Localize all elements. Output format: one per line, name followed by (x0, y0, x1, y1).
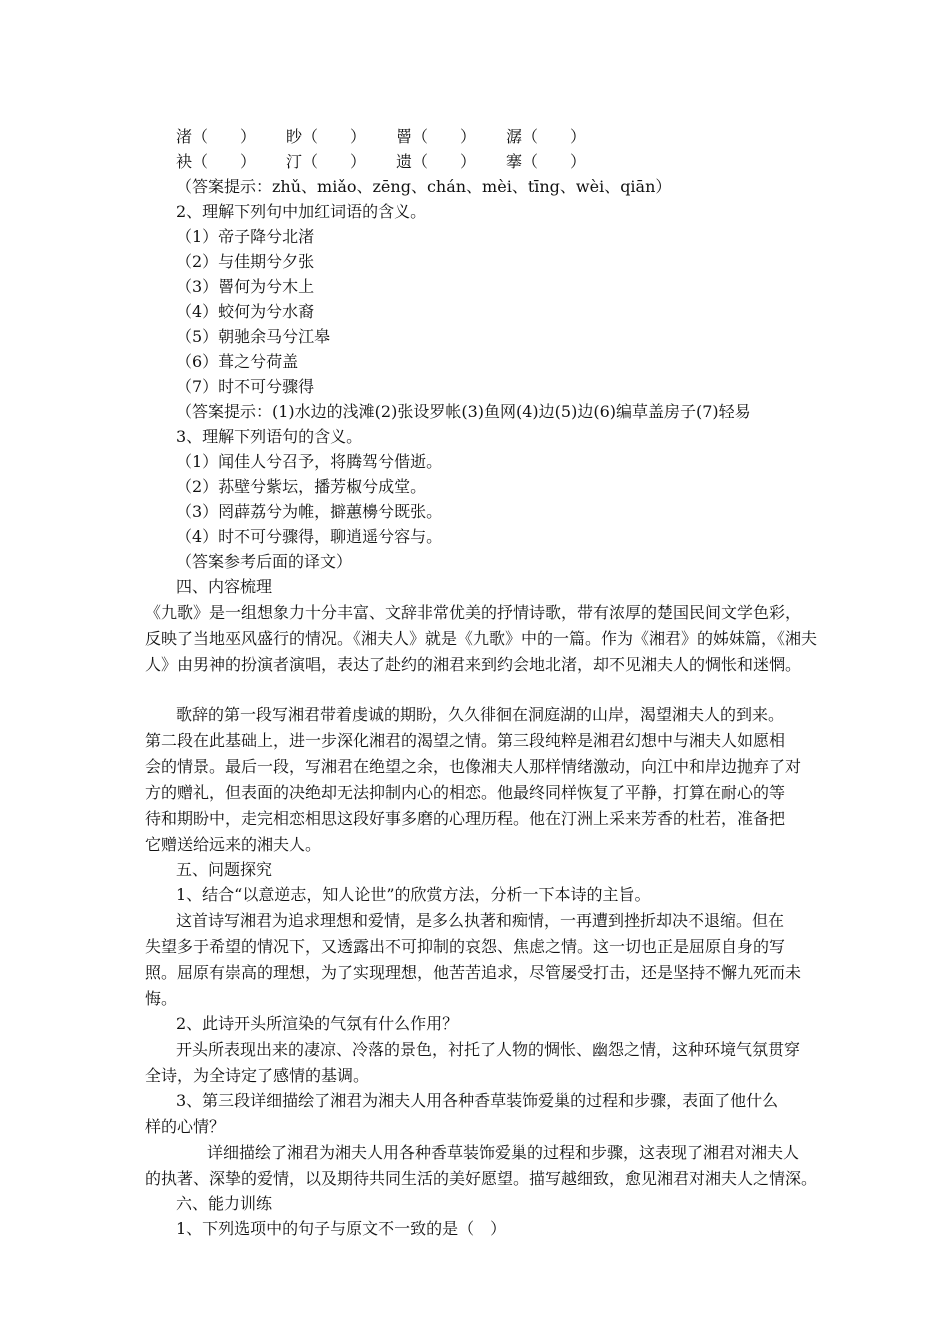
paragraph-line: 开头所表现出来的凄凉、冷落的景色，衬托了人物的惆怅、幽怨之情，这种环境气氛贯穿 (176, 1040, 801, 1059)
question-heading: 2、理解下列句中加红词语的含义。 (176, 202, 427, 221)
list-item: （1）帝子降兮北渚 (176, 227, 315, 246)
pinyin-item: 渚（ ） (176, 127, 257, 146)
pinyin-item: 搴（ ） (506, 152, 587, 171)
pinyin-item: 罾（ ） (396, 127, 477, 146)
pinyin-item: 袂（ ） (176, 152, 257, 171)
paragraph-line: 全诗，为全诗定了感情的基调。 (145, 1066, 370, 1085)
paragraph-line: 歌辞的第一段写湘君带着虔诚的期盼，久久徘徊在洞庭湖的山岸，渴望湘夫人的到来。 (176, 705, 785, 724)
list-item: （4）时不可兮骤得，聊逍遥兮容与。 (176, 527, 443, 546)
paragraph-line: 失望多于希望的情况下，又透露出不可抑制的哀怨、焦虑之情。这一切也正是屈原自身的写 (145, 937, 786, 956)
paragraph-line: 第二段在此基础上，进一步深化湘君的渴望之情。第三段纯粹是湘君幻想中与湘夫人如愿相 (145, 731, 786, 750)
paragraph-line: 照。屈原有崇高的理想，为了实现理想，他苦苦追求，尽管屡受打击，还是坚持不懈九死而未 (145, 963, 802, 982)
question-heading: 3、理解下列语句的含义。 (176, 427, 363, 446)
section-heading: 六、能力训练 (176, 1194, 273, 1213)
paragraph-line: 的执著、深挚的爱情，以及期待共同生活的美好愿望。描写越细致，愈见湘君对湘夫人之情深。 (145, 1169, 818, 1188)
answer-hint-pinyin: （答案提示：zhǔ、miǎo、zēng、chán、mèi、tīng、wèi、qiān） (176, 177, 672, 196)
pinyin-item: 汀（ ） (286, 152, 367, 171)
list-item: （6）葺之兮荷盖 (176, 352, 299, 371)
paragraph-line: 悔。 (145, 989, 178, 1008)
list-item: （4）蛟何为兮水裔 (176, 302, 315, 321)
paragraph-line: 人》由男神的扮演者演唱，表达了赴约的湘君来到约会地北渚，却不见湘夫人的惆怅和迷惘。 (145, 655, 802, 674)
list-item: （2）与佳期兮夕张 (176, 252, 315, 271)
paragraph-line: 待和期盼中，走完相恋相思这段好事多磨的心理历程。他在汀洲上采来芳香的杜若，准备把 (145, 809, 786, 828)
list-item: （3）罾何为兮木上 (176, 277, 315, 296)
question-heading: 2、此诗开头所渲染的气氛有什么作用？ (176, 1014, 459, 1033)
list-item: （3）罔薜荔兮为帷，擗蕙櫋兮既张。 (176, 502, 443, 521)
paragraph-line: 这首诗写湘君为追求理想和爱情，是多么执著和痴情，一再遭到挫折却决不退缩。但在 (176, 911, 785, 930)
pinyin-item: 潺（ ） (506, 127, 587, 146)
section-heading: 四、内容梳理 (176, 577, 273, 596)
question-heading: 3、第三段详细描绘了湘君为湘夫人用各种香草装饰爱巢的过程和步骤，表面了他什么 (176, 1091, 779, 1110)
question-heading: 1、下列选项中的句子与原文不一致的是（ ） (176, 1219, 507, 1238)
question-heading-cont: 样的心情？ (145, 1117, 226, 1136)
answer-hint-ref: （答案参考后面的译文） (176, 552, 353, 571)
question-heading: 1、结合“以意逆志，知人论世”的欣赏方法，分析一下本诗的主旨。 (176, 885, 651, 904)
answer-hint-words: （答案提示：(1)水边的浅滩(2)张设罗帐(3)鱼网(4)边(5)边(6)编草盖房子(7)轻易 (176, 402, 751, 421)
paragraph-line: 它赠送给远来的湘夫人。 (145, 835, 322, 854)
paragraph-line: 《九歌》是一组想象力十分丰富、文辞非常优美的抒情诗歌，带有浓厚的楚国民间文学色彩， (145, 603, 802, 622)
list-item: （5）朝驰余马兮江皋 (176, 327, 331, 346)
paragraph-line: 详细描绘了湘君为湘夫人用各种香草装饰爱巢的过程和步骤，这表现了湘君对湘夫人 (207, 1143, 800, 1162)
pinyin-item: 眇（ ） (286, 127, 367, 146)
paragraph-line: 反映了当地巫风盛行的情况。《湘夫人》就是《九歌》中的一篇。作为《湘君》的姊妹篇，《湘夫 (145, 629, 818, 648)
list-item: （1）闻佳人兮召予，将腾驾兮偕逝。 (176, 452, 443, 471)
section-heading: 五、问题探究 (176, 860, 273, 879)
pinyin-item: 遗（ ） (396, 152, 477, 171)
paragraph-line: 方的赠礼，但表面的决绝却无法抑制内心的相恋。他最终同样恢复了平静，打算在耐心的等 (145, 783, 786, 802)
paragraph-line: 会的情景。最后一段，写湘君在绝望之余，也像湘夫人那样情绪激动，向江中和岸边抛弃了对 (145, 757, 802, 776)
list-item: （7）时不可兮骤得 (176, 377, 315, 396)
list-item: （2）荪壁兮紫坛，播芳椒兮成堂。 (176, 477, 427, 496)
